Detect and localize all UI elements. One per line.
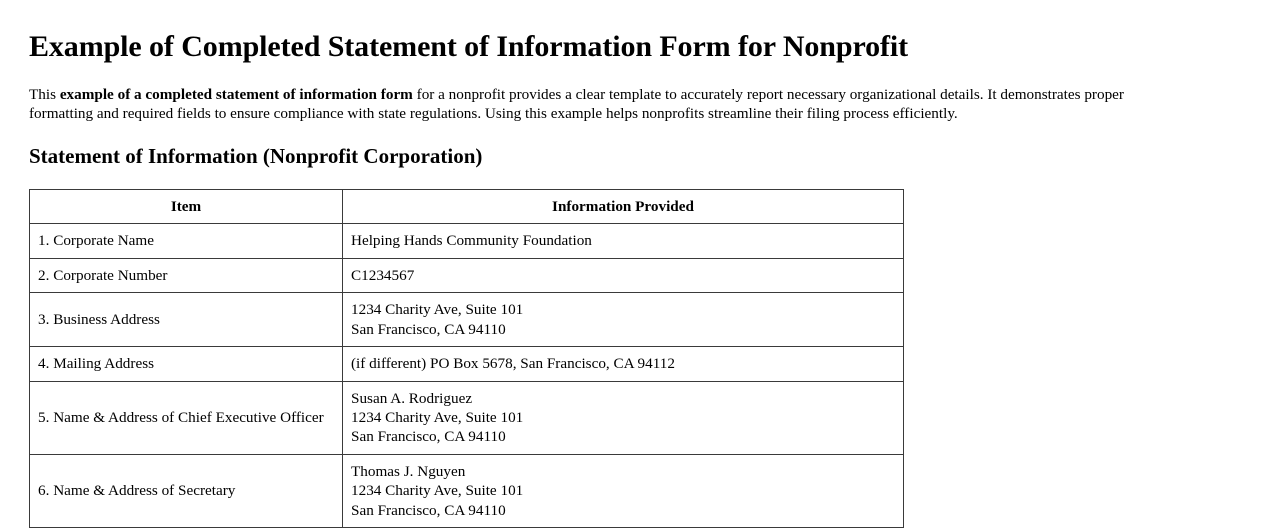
row-value (343, 381, 904, 454)
value-line: Helping Hands Community Foundation (351, 232, 592, 250)
row-value (343, 224, 904, 258)
value-line: San Francisco, CA 94110 (351, 320, 506, 338)
row-item-label: 4. Mailing Address (30, 347, 343, 381)
table-row (30, 381, 904, 454)
intro-bold-phrase: example of a completed statement of information form (59, 86, 413, 103)
row-item-label: 1. Corporate Name (30, 224, 343, 258)
value-line: (if different) PO Box 5678, San Francisco, CA 94112 (351, 355, 675, 373)
section-title: Statement of Information (Nonprofit Corporation) (29, 143, 483, 168)
value-line: San Francisco, CA 94110 (351, 501, 506, 519)
value-line: Thomas J. Nguyen (351, 462, 466, 480)
value-line: 1234 Charity Ave, Suite 101 (351, 482, 524, 500)
table-row (30, 347, 904, 381)
row-value (343, 347, 904, 381)
table-row (30, 293, 904, 347)
row-item-label: 5. Name & Address of Chief Executive Officer (30, 381, 343, 454)
row-item-label: 3. Business Address (30, 293, 343, 347)
row-item-label: 6. Name & Address of Secretary (30, 454, 343, 527)
row-value (343, 258, 904, 292)
value-line: Susan A. Rodriguez (351, 389, 473, 407)
intro-rest: for a nonprofit provides a clear template to accurately report necessary organizational details. It demonstrates proper formatting and required fields to ensure compliance with state regulations. Using this example helps nonprofits streamline their filing process efficiently. (29, 86, 1124, 123)
statement-of-information-table (29, 189, 904, 528)
value-line: 1234 Charity Ave, Suite 101 (351, 301, 524, 319)
table-header (30, 189, 904, 223)
table-row (30, 258, 904, 292)
table-body (30, 224, 904, 528)
table-row (30, 224, 904, 258)
row-item-label: 2. Corporate Number (30, 258, 343, 292)
table-row (30, 454, 904, 527)
table-header-row (30, 189, 904, 223)
column-header-item: Item (30, 189, 343, 223)
intro-paragraph (29, 85, 1187, 124)
value-line: 1234 Charity Ave, Suite 101 (351, 408, 524, 426)
value-line: C1234567 (351, 266, 415, 284)
intro-lead: This (29, 86, 60, 103)
row-value (343, 293, 904, 347)
row-value (343, 454, 904, 527)
column-header-information: Information Provided (343, 189, 904, 223)
value-line: San Francisco, CA 94110 (351, 428, 506, 446)
page-title: Example of Completed Statement of Information Form for Nonprofit (29, 30, 909, 63)
